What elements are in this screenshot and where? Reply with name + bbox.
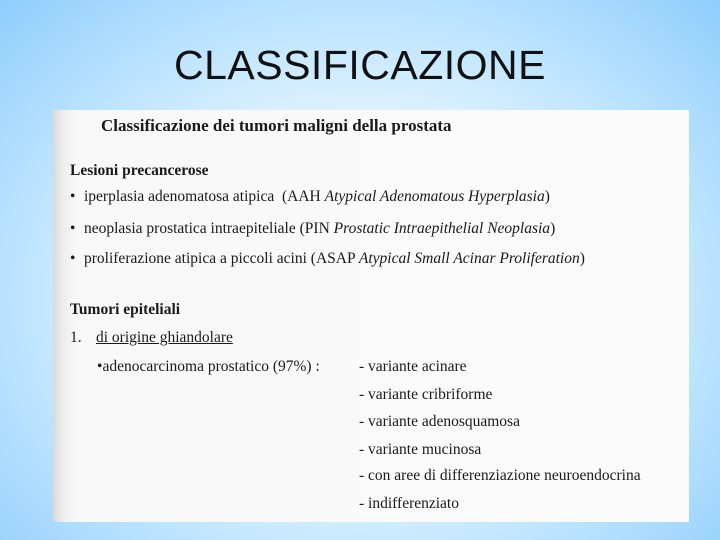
slide-title: CLASSIFICAZIONE [173,42,546,88]
precancer-item-pin: • neoplasia prostatica intraepiteliale (PIN Prostatic Intraepithelial Neoplasia) [70,220,556,237]
adenocarcinoma-item: •adenocarcinoma prostatico (97%) : [97,358,320,375]
bullet-icon: • [70,250,76,267]
variant-item: - variante acinare [359,358,467,375]
bullet-icon: • [97,358,103,375]
bullet-icon: • [70,188,76,205]
document-title: Classificazione dei tumori maligni della prostata [101,116,452,135]
precancer-item-aah: • iperplasia adenomatosa atipica (AAH Atypical Adenomatous Hyperplasia) [70,188,550,205]
variant-item: - variante adenosquamosa [359,413,520,430]
precancer-item-asap: • proliferazione atipica a piccoli acini (ASAP Atypical Small Acinar Proliferation) [70,250,585,267]
variant-item: - con aree di differenziazione neuroendocrina [359,467,641,484]
variant-item: - variante cribriforme [359,386,493,403]
epithelial-heading: Tumori epiteliali [70,301,181,318]
variant-item: - indifferenziato [359,495,459,512]
scanned-document [53,110,689,522]
bullet-icon: • [70,220,76,237]
precancer-heading: Lesioni precancerose [70,162,209,179]
glandular-subheading: 1. di origine ghiandolare [70,329,233,346]
variant-item: - variante mucinosa [359,441,482,458]
